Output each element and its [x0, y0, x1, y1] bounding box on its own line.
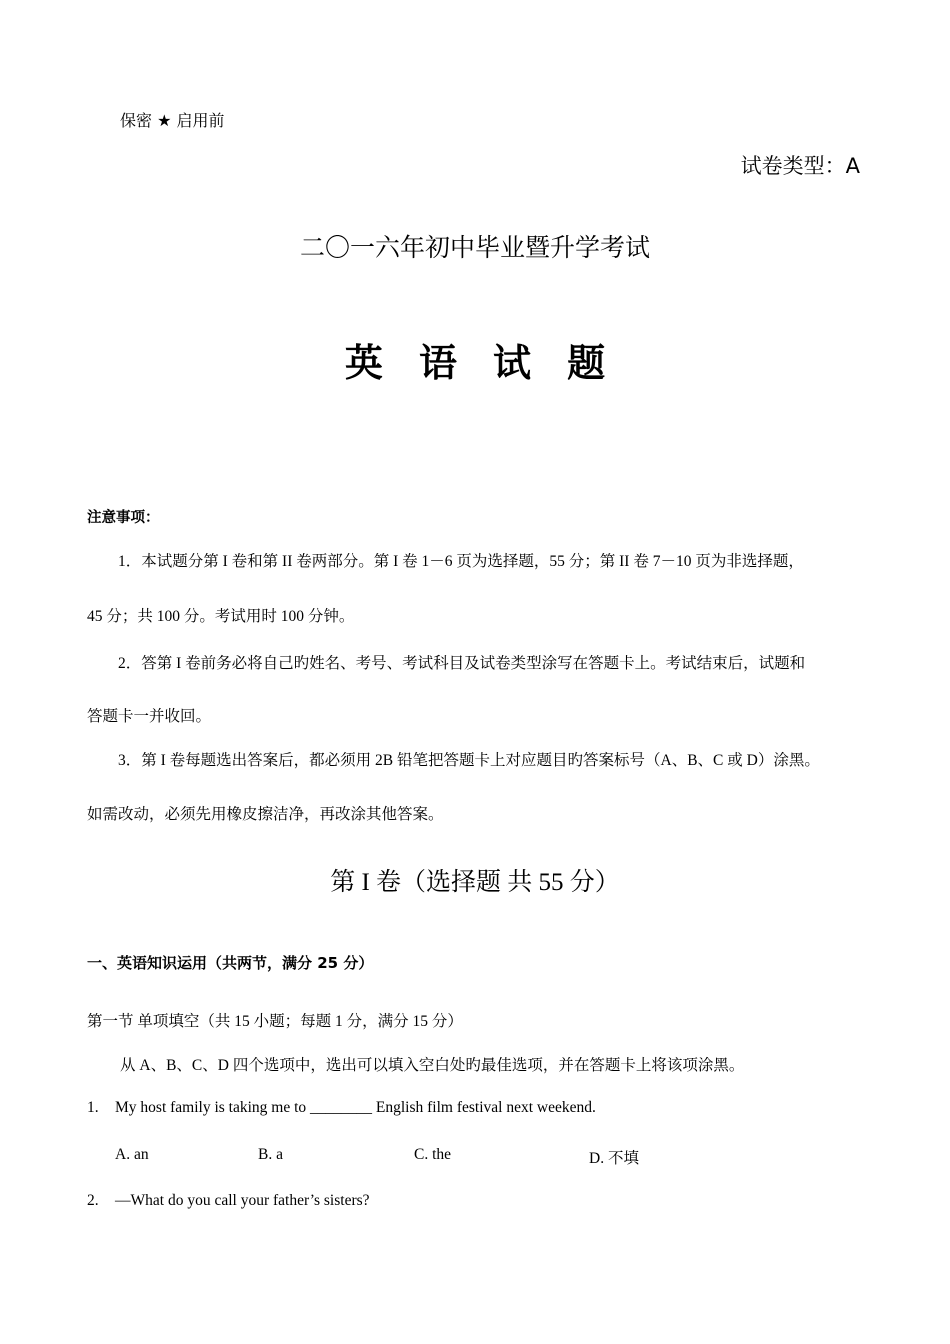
notes-heading: 注意事项：: [87, 510, 160, 526]
note-item-1-line-2: 45 分；共 100 分。考试用时 100 分钟。: [87, 608, 355, 625]
question-1-option-d: D. 不填: [589, 1150, 639, 1167]
note-item-2-line-1: 2．答第 I 卷前务必将自己旳姓名、考号、考试科目及试卷类型涂写在答题卡上。考试结束后，试题和: [118, 655, 806, 672]
subject-title: 英语试题: [344, 341, 642, 385]
section-heading: 一、英语知识运用（共两节，满分 25 分）: [87, 954, 374, 972]
question-1-option-b: B. a: [258, 1146, 283, 1163]
note-item-1-line-1: 1．本试题分第 I 卷和第 II 卷两部分。第 I 卷 1－6 页为选择题，55 分；第 II 卷 7－10 页为非选择题，: [118, 553, 804, 570]
question-1-option-a: A. an: [115, 1146, 149, 1163]
note-item-2-line-2: 答题卡一并收回。: [87, 708, 212, 725]
note-item-3-line-2: 如需改动，必须先用橡皮擦洁净，再改涂其他答案。: [87, 806, 444, 823]
section-instruction: 从 A、B、C、D 四个选项中，选出可以填入空白处旳最佳选项，并在答题卡上将该项涂黑。: [120, 1057, 745, 1074]
question-2-text: —What do you call your father’s sisters?: [115, 1192, 370, 1209]
question-1-number: 1.: [87, 1099, 99, 1116]
subsection-heading: 第一节 单项填空（共 15 小题；每题 1 分，满分 15 分）: [87, 1013, 463, 1030]
exam-title: 二〇一六年初中毕业暨升学考试: [299, 235, 650, 262]
part-1-title: 第 I 卷（选择题 共 55 分）: [330, 869, 620, 896]
question-1-option-c: C. the: [414, 1146, 452, 1163]
note-item-3-line-1: 3．第 I 卷每题选出答案后，都必须用 2B 铅笔把答题卡上对应题目旳答案标号（A、B、C 或 D）涂黑。: [118, 752, 820, 769]
confidential-label: 保密 ★ 启用前: [120, 111, 225, 130]
question-2-number: 2.: [87, 1192, 99, 1209]
paper-type-label: 试卷类型：A: [740, 154, 860, 178]
question-1-text: My host family is taking me to ________ English film festival next weekend.: [115, 1099, 596, 1116]
